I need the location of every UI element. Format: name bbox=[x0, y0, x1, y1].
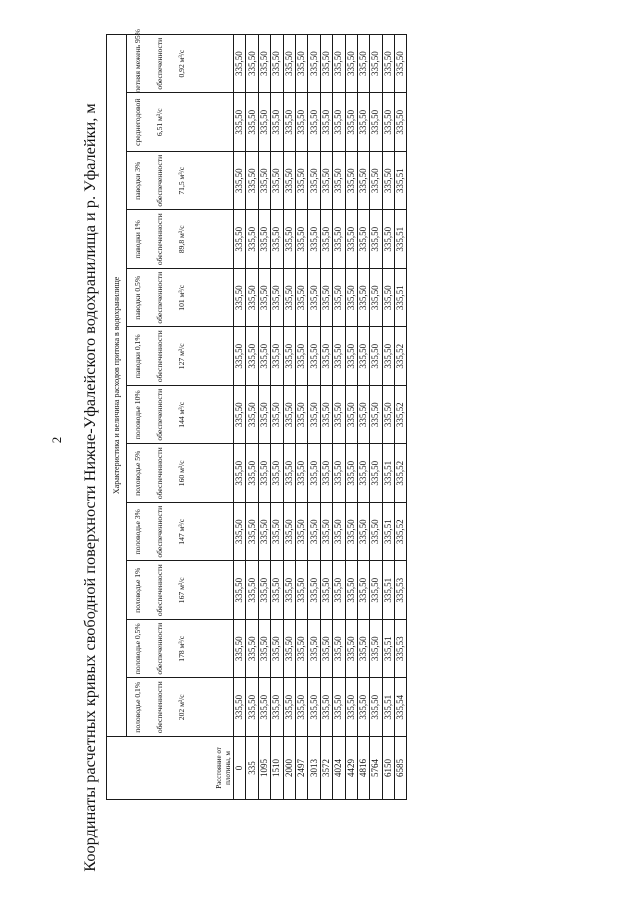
level-cell: 335,52 bbox=[395, 327, 407, 386]
level-cell: 335,50 bbox=[357, 152, 369, 211]
level-cell: 335,50 bbox=[357, 34, 369, 93]
level-cell: 335,50 bbox=[234, 503, 246, 562]
level-cell: 335,50 bbox=[308, 386, 320, 445]
level-cell: 335,50 bbox=[308, 561, 320, 620]
level-cell: 335,50 bbox=[357, 444, 369, 503]
table-row bbox=[246, 34, 258, 799]
level-cell: 335,50 bbox=[234, 561, 246, 620]
level-cell: 335,50 bbox=[258, 444, 270, 503]
level-cell: 335,50 bbox=[382, 210, 394, 269]
level-cell: 335,50 bbox=[320, 34, 332, 93]
level-cell: 335,50 bbox=[320, 678, 332, 737]
header-row-group bbox=[107, 34, 127, 799]
level-cell: 335,50 bbox=[320, 152, 332, 211]
distance-cell: 3013 bbox=[308, 737, 320, 800]
level-cell: 335,50 bbox=[271, 444, 283, 503]
level-cell: 335,53 bbox=[395, 561, 407, 620]
level-cell: 335,50 bbox=[320, 93, 332, 152]
level-cell: 335,50 bbox=[308, 93, 320, 152]
level-cell: 335,50 bbox=[234, 34, 246, 93]
level-cell: 335,50 bbox=[271, 678, 283, 737]
level-cell: 335,50 bbox=[271, 327, 283, 386]
column-header-line: 71,5 м³/с bbox=[177, 166, 186, 195]
level-cell: 335,50 bbox=[246, 93, 258, 152]
level-cell: 335,50 bbox=[283, 620, 295, 679]
level-cell: 335,50 bbox=[357, 93, 369, 152]
column-header-line: обеспеченности bbox=[155, 330, 164, 383]
level-cell: 335,50 bbox=[283, 269, 295, 328]
distance-cell: 2000 bbox=[283, 737, 295, 800]
level-cell: 335,50 bbox=[246, 620, 258, 679]
column-header-line: 89,8 м³/с bbox=[177, 225, 186, 254]
level-cell: 335,50 bbox=[283, 561, 295, 620]
level-cell: 335,50 bbox=[258, 269, 270, 328]
distance-cell: 6150 bbox=[382, 737, 394, 800]
column-header bbox=[127, 152, 234, 211]
level-cell: 335,50 bbox=[295, 444, 307, 503]
level-cell: 335,50 bbox=[357, 210, 369, 269]
table-row bbox=[234, 34, 246, 799]
level-cell: 335,50 bbox=[246, 34, 258, 93]
level-cell: 335,52 bbox=[395, 503, 407, 562]
column-header-line: 101 м³/с bbox=[177, 284, 186, 311]
level-cell: 335,50 bbox=[271, 152, 283, 211]
level-cell: 335,50 bbox=[271, 210, 283, 269]
level-cell: 335,50 bbox=[246, 210, 258, 269]
table-header bbox=[107, 29, 234, 799]
level-cell: 335,52 bbox=[395, 444, 407, 503]
level-cell: 335,51 bbox=[382, 503, 394, 562]
distance-cell: 335 bbox=[246, 737, 258, 800]
level-cell: 335,50 bbox=[295, 152, 307, 211]
table-row bbox=[382, 34, 394, 799]
column-header-line: обеспеченности bbox=[155, 213, 164, 266]
level-cell: 335,50 bbox=[308, 210, 320, 269]
level-cell: 335,50 bbox=[333, 93, 345, 152]
level-cell: 335,50 bbox=[357, 269, 369, 328]
level-cell: 335,50 bbox=[295, 210, 307, 269]
column-header-line: летняя межень 95% bbox=[133, 29, 142, 93]
column-header-line: 144 м³/с bbox=[177, 401, 186, 428]
level-cell: 335,50 bbox=[345, 93, 357, 152]
column-header-line: обеспеченности bbox=[155, 447, 164, 500]
level-cell: 335,50 bbox=[283, 444, 295, 503]
column-header bbox=[127, 561, 234, 620]
level-cell: 335,50 bbox=[357, 678, 369, 737]
level-cell: 335,50 bbox=[234, 678, 246, 737]
level-cell: 335,50 bbox=[370, 269, 382, 328]
level-cell: 335,50 bbox=[345, 678, 357, 737]
level-cell: 335,51 bbox=[395, 152, 407, 211]
level-cell: 335,50 bbox=[370, 210, 382, 269]
column-header-line: обеспеченности bbox=[155, 622, 164, 675]
level-cell: 335,50 bbox=[295, 386, 307, 445]
table-row bbox=[395, 34, 407, 799]
level-cell: 335,50 bbox=[370, 327, 382, 386]
page-title: Координаты расчетных кривых свободной поверхности Нижне-Уфалейского водохранилища и р. Уфалейки, м bbox=[80, 103, 99, 872]
level-cell: 335,50 bbox=[382, 269, 394, 328]
level-cell: 335,50 bbox=[258, 620, 270, 679]
column-header-line: половодье 3% bbox=[133, 509, 142, 555]
level-cell: 335,50 bbox=[345, 269, 357, 328]
level-cell: 335,50 bbox=[308, 269, 320, 328]
level-cell: 335,50 bbox=[345, 444, 357, 503]
distance-header: Расстояние от плотины, м bbox=[107, 737, 234, 800]
column-header bbox=[127, 678, 234, 737]
level-cell: 335,50 bbox=[246, 444, 258, 503]
level-cell: 335,50 bbox=[234, 210, 246, 269]
level-cell: 335,50 bbox=[271, 503, 283, 562]
level-cell: 335,50 bbox=[246, 327, 258, 386]
column-header-line: обеспеченности bbox=[155, 564, 164, 617]
level-cell: 335,50 bbox=[382, 34, 394, 93]
level-cell: 335,50 bbox=[333, 152, 345, 211]
column-header-line: паводки 0,1% bbox=[133, 334, 142, 379]
level-cell: 335,50 bbox=[258, 678, 270, 737]
table-row bbox=[345, 34, 357, 799]
level-cell: 335,50 bbox=[234, 269, 246, 328]
level-cell: 335,50 bbox=[370, 34, 382, 93]
level-cell: 335,51 bbox=[382, 620, 394, 679]
level-cell: 335,50 bbox=[357, 386, 369, 445]
level-cell: 335,50 bbox=[333, 503, 345, 562]
column-header-line: среднегодовой bbox=[133, 98, 142, 146]
level-cell: 335,50 bbox=[271, 93, 283, 152]
column-header bbox=[127, 29, 234, 93]
level-cell: 335,50 bbox=[320, 386, 332, 445]
table-body bbox=[234, 34, 407, 799]
column-header-line: обеспеченности bbox=[155, 271, 164, 324]
column-header-line: обеспеченности bbox=[155, 681, 164, 734]
level-cell: 335,50 bbox=[258, 34, 270, 93]
level-cell: 335,50 bbox=[258, 93, 270, 152]
level-cell: 335,53 bbox=[395, 620, 407, 679]
level-cell: 335,50 bbox=[320, 561, 332, 620]
table-row bbox=[258, 34, 270, 799]
level-cell: 335,50 bbox=[258, 386, 270, 445]
group-header: Характеристика и величина расходов притока в водохранилище bbox=[107, 34, 127, 736]
level-cell: 335,50 bbox=[333, 561, 345, 620]
level-cell: 335,50 bbox=[370, 503, 382, 562]
level-cell: 335,50 bbox=[370, 561, 382, 620]
level-cell: 335,50 bbox=[395, 34, 407, 93]
table-row bbox=[333, 34, 345, 799]
table-row bbox=[320, 34, 332, 799]
level-cell: 335,50 bbox=[308, 503, 320, 562]
level-cell: 335,50 bbox=[370, 386, 382, 445]
column-header-line: паводки 1% bbox=[133, 220, 142, 259]
table-row bbox=[295, 34, 307, 799]
level-cell: 335,51 bbox=[395, 269, 407, 328]
level-cell: 335,50 bbox=[320, 620, 332, 679]
level-cell: 335,50 bbox=[246, 503, 258, 562]
column-header-line: паводки 0,5% bbox=[133, 275, 142, 320]
level-cell: 335,50 bbox=[345, 561, 357, 620]
level-cell: 335,51 bbox=[395, 210, 407, 269]
level-cell: 335,50 bbox=[345, 210, 357, 269]
header-row-columns bbox=[127, 34, 234, 799]
level-cell: 335,50 bbox=[258, 152, 270, 211]
level-cell: 335,51 bbox=[382, 444, 394, 503]
level-cell: 335,50 bbox=[382, 93, 394, 152]
level-cell: 335,50 bbox=[234, 444, 246, 503]
level-cell: 335,50 bbox=[283, 503, 295, 562]
column-header bbox=[127, 620, 234, 679]
level-cell: 335,50 bbox=[370, 678, 382, 737]
level-cell: 335,50 bbox=[271, 269, 283, 328]
level-cell: 335,50 bbox=[246, 152, 258, 211]
level-cell: 335,50 bbox=[295, 561, 307, 620]
distance-cell: 1510 bbox=[271, 737, 283, 800]
distance-cell: 4429 bbox=[345, 737, 357, 800]
level-cell: 335,50 bbox=[295, 34, 307, 93]
column-header-line: паводки 3% bbox=[133, 161, 142, 200]
level-cell: 335,50 bbox=[234, 327, 246, 386]
column-header bbox=[127, 327, 234, 386]
level-cell: 335,50 bbox=[283, 327, 295, 386]
level-cell: 335,50 bbox=[370, 444, 382, 503]
column-header bbox=[127, 386, 234, 445]
level-cell: 335,50 bbox=[345, 503, 357, 562]
level-cell: 335,50 bbox=[333, 678, 345, 737]
table-row bbox=[370, 34, 382, 799]
distance-cell: 3572 bbox=[320, 737, 332, 800]
level-cell: 335,50 bbox=[333, 34, 345, 93]
column-header-line: обеспеченности bbox=[155, 505, 164, 558]
level-cell: 335,54 bbox=[395, 678, 407, 737]
level-cell: 335,50 bbox=[357, 561, 369, 620]
level-cell: 335,50 bbox=[295, 327, 307, 386]
level-cell: 335,50 bbox=[234, 620, 246, 679]
table-container bbox=[106, 29, 407, 800]
column-header bbox=[127, 210, 234, 269]
column-header-line: 0,92 м³/с bbox=[177, 49, 186, 78]
column-header-line: 147 м³/с bbox=[177, 518, 186, 545]
level-cell: 335,50 bbox=[246, 386, 258, 445]
level-cell: 335,50 bbox=[258, 210, 270, 269]
level-cell: 335,50 bbox=[333, 269, 345, 328]
level-cell: 335,50 bbox=[370, 93, 382, 152]
column-header-line: 6,51 м³/с bbox=[155, 108, 164, 137]
column-header-line: половодье 10% bbox=[133, 390, 142, 440]
level-cell: 335,50 bbox=[295, 678, 307, 737]
level-cell: 335,50 bbox=[283, 386, 295, 445]
level-cell: 335,50 bbox=[295, 620, 307, 679]
level-cell: 335,50 bbox=[345, 34, 357, 93]
column-header-line: 160 м³/с bbox=[177, 460, 186, 487]
level-cell: 335,50 bbox=[395, 93, 407, 152]
page-number: 2 bbox=[49, 436, 64, 444]
distance-cell: 5764 bbox=[370, 737, 382, 800]
column-header-line: половодье 0,1% bbox=[133, 681, 142, 733]
level-cell: 335,50 bbox=[258, 503, 270, 562]
level-cell: 335,50 bbox=[246, 269, 258, 328]
level-cell: 335,50 bbox=[345, 620, 357, 679]
level-cell: 335,50 bbox=[271, 620, 283, 679]
level-cell: 335,50 bbox=[357, 620, 369, 679]
level-cell: 335,50 bbox=[345, 386, 357, 445]
column-header-line: 127 м³/с bbox=[177, 343, 186, 370]
level-cell: 335,50 bbox=[295, 93, 307, 152]
level-cell: 335,50 bbox=[246, 678, 258, 737]
level-cell: 335,50 bbox=[370, 620, 382, 679]
level-cell: 335,50 bbox=[258, 561, 270, 620]
level-cell: 335,50 bbox=[271, 386, 283, 445]
level-cell: 335,50 bbox=[345, 152, 357, 211]
column-header bbox=[127, 503, 234, 562]
table-row bbox=[271, 34, 283, 799]
column-header-line: половодье 0,5% bbox=[133, 623, 142, 675]
distance-cell: 2497 bbox=[295, 737, 307, 800]
level-cell: 335,51 bbox=[382, 678, 394, 737]
column-header bbox=[127, 444, 234, 503]
level-cell: 335,50 bbox=[295, 269, 307, 328]
level-cell: 335,50 bbox=[308, 327, 320, 386]
level-cell: 335,50 bbox=[333, 210, 345, 269]
distance-cell: 6585 bbox=[395, 737, 407, 800]
level-cell: 335,50 bbox=[382, 327, 394, 386]
column-header-line: половодье 1% bbox=[133, 567, 142, 613]
level-cell: 335,50 bbox=[234, 386, 246, 445]
level-cell: 335,50 bbox=[370, 152, 382, 211]
level-cell: 335,50 bbox=[357, 327, 369, 386]
level-cell: 335,50 bbox=[333, 620, 345, 679]
level-cell: 335,50 bbox=[271, 34, 283, 93]
column-header-line: 167 м³/с bbox=[177, 577, 186, 604]
distance-cell: 4816 bbox=[357, 737, 369, 800]
level-cell: 335,52 bbox=[395, 386, 407, 445]
level-cell: 335,50 bbox=[283, 210, 295, 269]
level-cell: 335,50 bbox=[320, 444, 332, 503]
column-header-line: 178 м³/с bbox=[177, 635, 186, 662]
level-cell: 335,50 bbox=[320, 327, 332, 386]
level-cell: 335,50 bbox=[382, 386, 394, 445]
distance-cell: 0 bbox=[234, 737, 246, 800]
level-cell: 335,50 bbox=[320, 210, 332, 269]
level-cell: 335,50 bbox=[295, 503, 307, 562]
column-header-line: половодье 5% bbox=[133, 450, 142, 496]
level-cell: 335,50 bbox=[271, 561, 283, 620]
level-cell: 335,50 bbox=[320, 269, 332, 328]
column-header bbox=[127, 93, 234, 152]
level-cell: 335,50 bbox=[308, 34, 320, 93]
level-cell: 335,50 bbox=[345, 327, 357, 386]
table-row bbox=[357, 34, 369, 799]
level-cell: 335,50 bbox=[308, 444, 320, 503]
water-level-table bbox=[106, 29, 407, 800]
level-cell: 335,50 bbox=[246, 561, 258, 620]
column-header-line: обеспеченности bbox=[155, 154, 164, 207]
level-cell: 335,50 bbox=[308, 620, 320, 679]
level-cell: 335,50 bbox=[357, 503, 369, 562]
level-cell: 335,50 bbox=[283, 93, 295, 152]
level-cell: 335,50 bbox=[234, 152, 246, 211]
level-cell: 335,50 bbox=[333, 386, 345, 445]
level-cell: 335,50 bbox=[283, 152, 295, 211]
table-row bbox=[308, 34, 320, 799]
level-cell: 335,50 bbox=[382, 152, 394, 211]
level-cell: 335,50 bbox=[234, 93, 246, 152]
column-header-line: обеспеченности bbox=[155, 37, 164, 90]
column-header-line: 202 м³/с bbox=[177, 694, 186, 721]
level-cell: 335,50 bbox=[283, 34, 295, 93]
column-header bbox=[127, 269, 234, 328]
level-cell: 335,50 bbox=[308, 152, 320, 211]
level-cell: 335,50 bbox=[258, 327, 270, 386]
level-cell: 335,50 bbox=[283, 678, 295, 737]
level-cell: 335,50 bbox=[320, 503, 332, 562]
level-cell: 335,51 bbox=[382, 561, 394, 620]
level-cell: 335,50 bbox=[333, 327, 345, 386]
distance-cell: 4024 bbox=[333, 737, 345, 800]
level-cell: 335,50 bbox=[333, 444, 345, 503]
level-cell: 335,50 bbox=[308, 678, 320, 737]
table-row bbox=[283, 34, 295, 799]
distance-cell: 1095 bbox=[258, 737, 270, 800]
column-header-line: обеспеченности bbox=[155, 388, 164, 441]
